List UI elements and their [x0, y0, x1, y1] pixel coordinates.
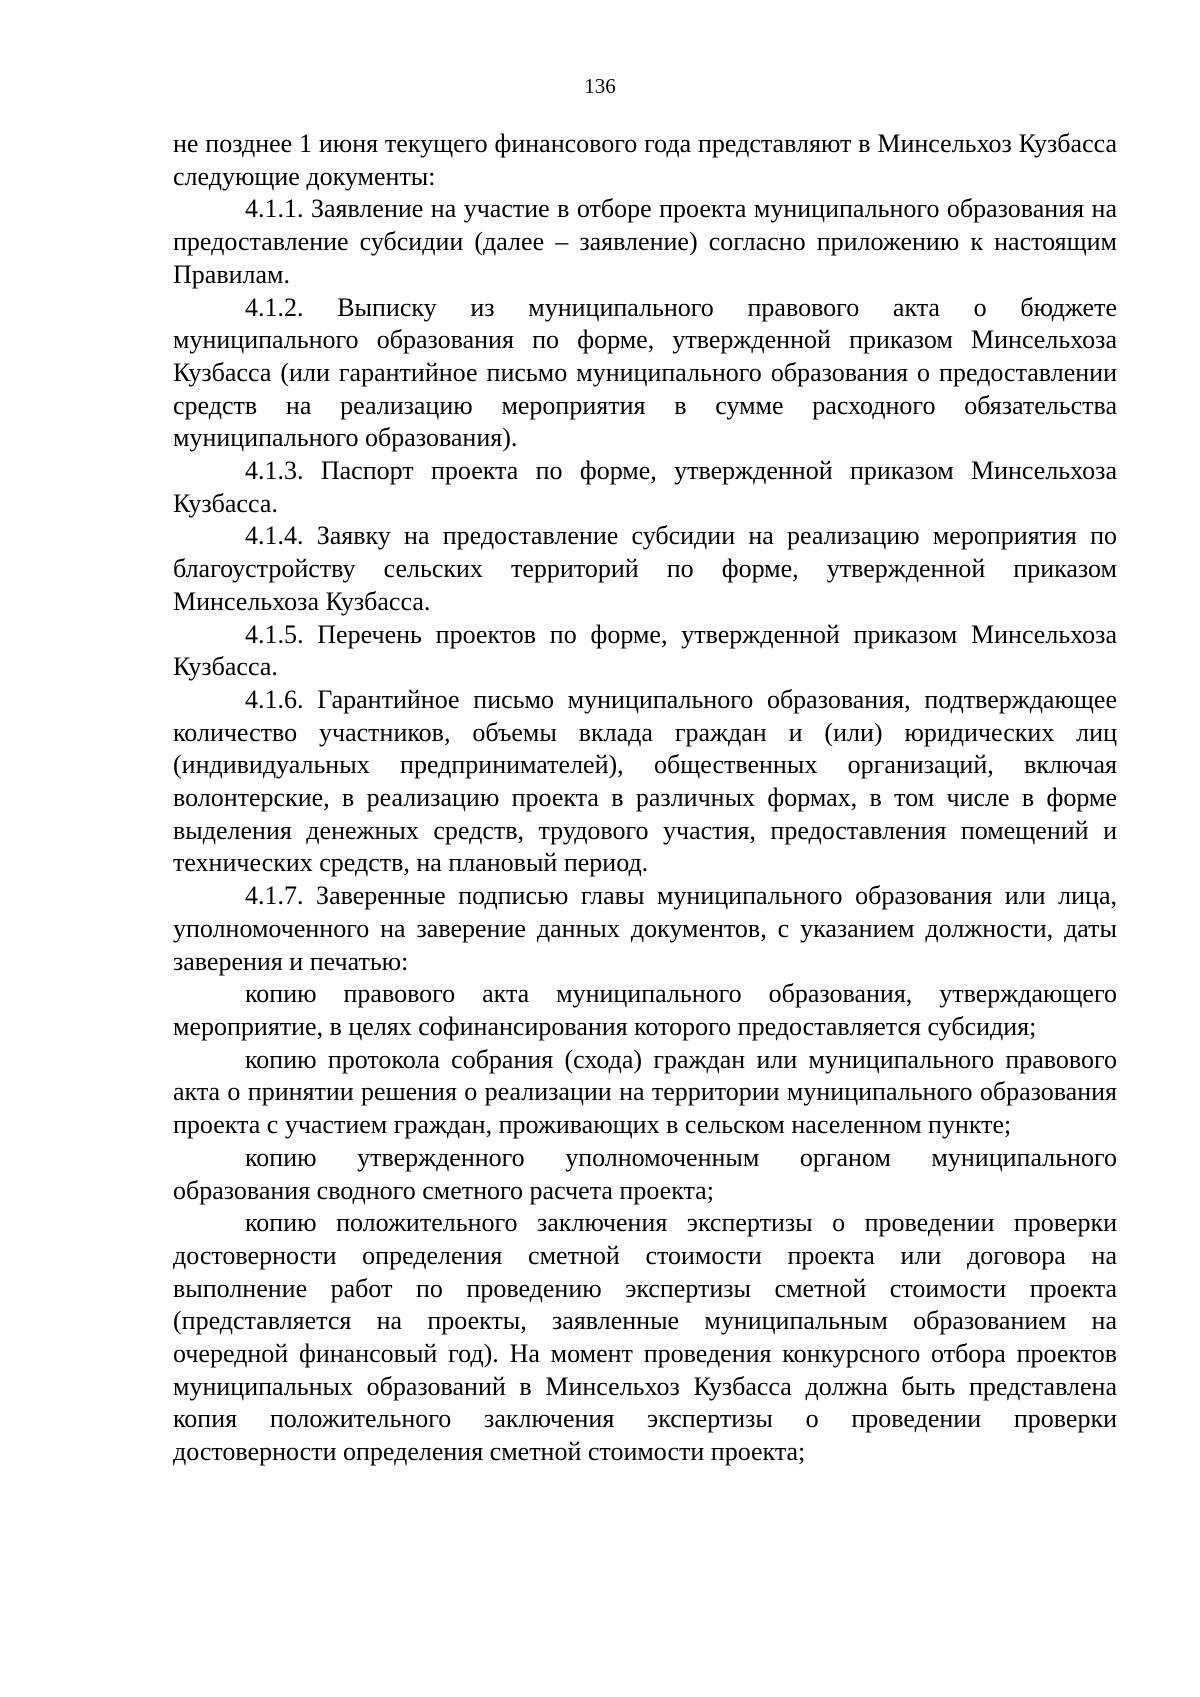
- paragraph-expertise-copy: копию положительного заключения экспертизы о проведении проверки достоверности определения сметной стоимости проекта или договора на выполнение работ по проведению экспертизы сметной стоимости проекта (представляется на проекты, заявленные муниципальным образованием на очередной финансовый год). На момент проведения конкурсного отбора проектов муниципальных образований в Минсельхоз Кузбасса должна быть представлена копия положительного заключения экспертизы о проведении проверки достоверности определения сметной стоимости проекта;: [173, 1208, 1117, 1467]
- paragraph-estimate-copy: копию утвержденного уполномоченным органом муниципального образования сводного сметного расчета проекта;: [173, 1142, 1117, 1205]
- paragraph-4-1-4: 4.1.4. Заявку на предоставление субсидии на реализацию мероприятия по благоустройству сельских территорий по форме, утвержденной приказом Минсельхоза Кузбасса.: [173, 521, 1117, 616]
- paragraph-4-1-1: 4.1.1. Заявление на участие в отборе проекта муниципального образования на предоставление субсидии (далее – заявление) согласно приложению к настоящим Правилам.: [173, 194, 1117, 289]
- paragraph-4-1-6: 4.1.6. Гарантийное письмо муниципального образования, подтверждающее количество участников, объемы вклада граждан и (или) юридических лиц (индивидуальных предпринимателей), общественных организаций, включая волонтерские, в реализацию проекта в различных формах, в том числе в форме выделения денежных средств, трудового участия, предоставления помещений и технических средств, на плановый период.: [173, 684, 1117, 878]
- document-body: [173, 128, 1117, 1469]
- paragraph-4-1-5: 4.1.5. Перечень проектов по форме, утвержденной приказом Минсельхоза Кузбасса.: [173, 619, 1117, 682]
- paragraph-legal-act-copy: копию правового акта муниципального образования, утверждающего мероприятие, в целях софинансирования которого предоставляется субсидия;: [173, 979, 1117, 1041]
- paragraph-intro: не позднее 1 июня текущего финансового года представляют в Минсельхоз Кузбасса следующие документы:: [173, 129, 1117, 191]
- paragraph-protocol-copy: копию протокола собрания (схода) граждан или муниципального правового акта о принятии решения о реализации на территории муниципального образования проекта с участием граждан, проживающих в сельском населенном пункте;: [173, 1044, 1117, 1140]
- paragraph-4-1-3: 4.1.3. Паспорт проекта по форме, утвержденной приказом Минсельхоза Кузбасса.: [173, 456, 1117, 518]
- page-number: 136: [584, 74, 616, 98]
- paragraph-4-1-7: 4.1.7. Заверенные подписью главы муниципального образования или лица, уполномоченного на заверение данных документов, с указанием должности, даты заверения и печатью:: [173, 881, 1117, 976]
- paragraph-4-1-2: 4.1.2. Выписку из муниципального правового акта о бюджете муниципального образования по форме, утвержденной приказом Минсельхоза Кузбасса (или гарантийное письмо муниципального образования о предоставлении средств на реализацию мероприятия в сумме расходного обязательства муниципального образования).: [173, 292, 1117, 453]
